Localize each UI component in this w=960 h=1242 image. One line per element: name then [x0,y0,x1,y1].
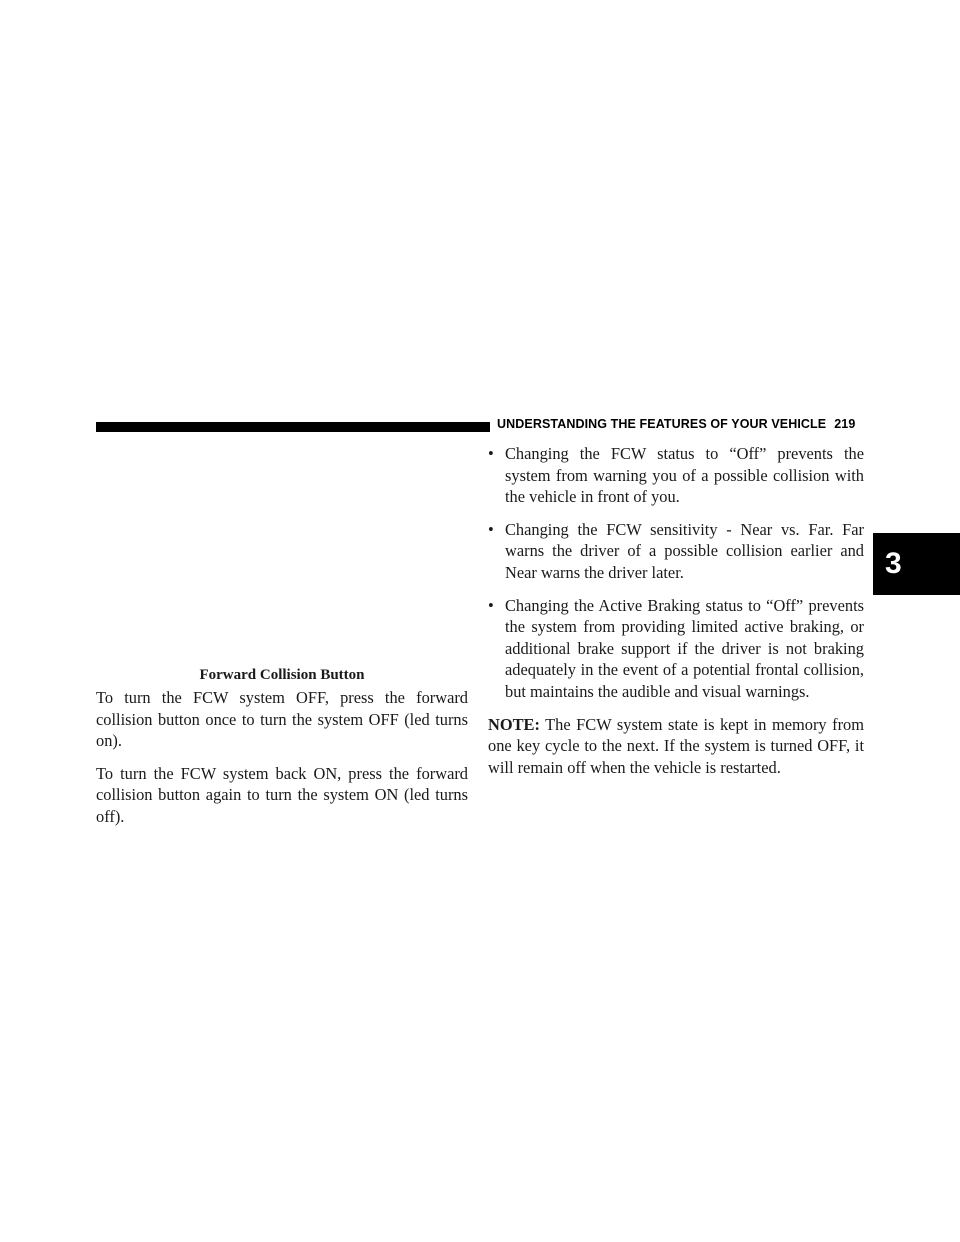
running-header [497,417,855,431]
bullet-item [488,519,864,584]
paragraph: To turn the FCW system OFF, press the forward collision button once to turn the system OFF (led turns on). [96,688,468,751]
chapter-tab [873,533,960,595]
bullet-item [488,443,864,508]
bullet-text: Changing the FCW status to “Off” prevents the system from warning you of a possible collision with the vehicle in front of you. [505,444,864,507]
note-label: NOTE: [488,714,540,734]
bullet-item [488,595,864,703]
left-column [96,687,468,839]
figure-caption: Forward Collision Button [199,667,365,683]
right-column [488,443,864,789]
header-title: UNDERSTANDING THE FEATURES OF YOUR VEHICLE [497,417,827,431]
page-number: 219 [834,417,856,431]
bullet-text: Changing the FCW sensitivity - Near vs. Far. Far warns the driver of a possible collision earlier and Near warns the driver later. [505,519,864,582]
paragraph: To turn the FCW system back ON, press the forward collision button again to turn the system ON (led turns off). [96,763,468,826]
bullet-marker: • [488,444,494,463]
bullet-marker: • [488,519,494,539]
note-paragraph [488,714,864,779]
header-rule [96,422,490,432]
chapter-number: 3 [885,547,902,580]
bullet-text: Changing the Active Braking status to “Off” prevents the system from providing limited active braking, or additional brake support if the driver is not braking adequately in the event of a potential frontal collision, but maintains the audible and visual warnings. [505,595,864,701]
note-text: The FCW system state is kept in memory from one key cycle to the next. If the system is turned OFF, it will remain off when the vehicle is restarted. [488,714,864,777]
bullet-marker: • [488,595,494,615]
